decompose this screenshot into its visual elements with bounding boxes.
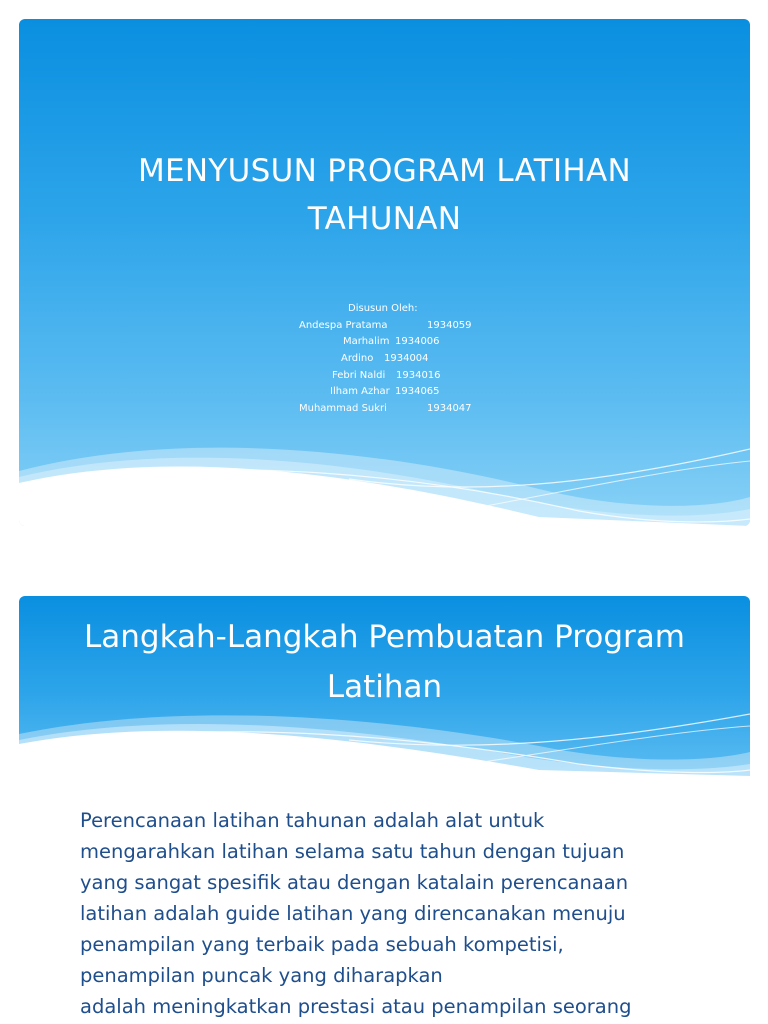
member-name: Febri Naldi [332,369,386,381]
slide-header [19,596,750,776]
slide-title [19,147,750,243]
member-name: Andespa Pratama [299,319,388,331]
credits-block [19,301,750,418]
body-line: latihan adalah guide latihan yang direncanakan menuju [80,902,626,925]
member-row [19,318,750,335]
member-row [19,401,750,418]
prepared-by-row [19,301,750,318]
body-line: mengarahkan latihan selama satu tahun dengan tujuan [80,840,625,863]
slide-title-line-2: Latihan [326,669,443,705]
member-id: 1934004 [384,353,429,365]
body-line: adalah meningkatkan prestasi atau penampilan seorang [80,995,632,1018]
member-row [19,334,750,351]
slide-title-line-1: MENYUSUN PROGRAM LATIHAN [137,153,632,189]
member-id: 1934016 [396,369,441,381]
member-id: 1934065 [395,386,440,398]
member-row [19,368,750,385]
member-name: Ardino [341,353,374,365]
member-id: 1934047 [427,403,472,415]
body-line: penampilan puncak yang diharapkan [80,964,443,987]
wave-decoration [19,419,750,526]
body-line: Perencanaan latihan tahunan adalah alat untuk [80,809,545,832]
slide-body [80,805,740,1022]
title-slide [19,19,750,526]
body-line: penampilan yang terbaik pada sebuah kompetisi, [80,933,564,956]
prepared-by-label: Disusun Oleh: [348,303,418,314]
member-name: Muhammad Sukri [299,403,387,415]
member-id: 1934006 [395,336,440,348]
slide-title-line-1: Langkah-Langkah Pembuatan Program [84,619,685,655]
member-id: 1934059 [427,319,472,331]
member-name: Marhalim [343,336,390,348]
content-slide [19,596,750,1024]
member-name: Ilham Azhar [330,386,390,398]
body-line: yang sangat spesifik atau dengan katalain perencanaan [80,871,629,894]
slide-title-line-2: TAHUNAN [307,201,462,237]
member-row [19,351,750,368]
slide-title [19,612,750,712]
member-row [19,384,750,401]
